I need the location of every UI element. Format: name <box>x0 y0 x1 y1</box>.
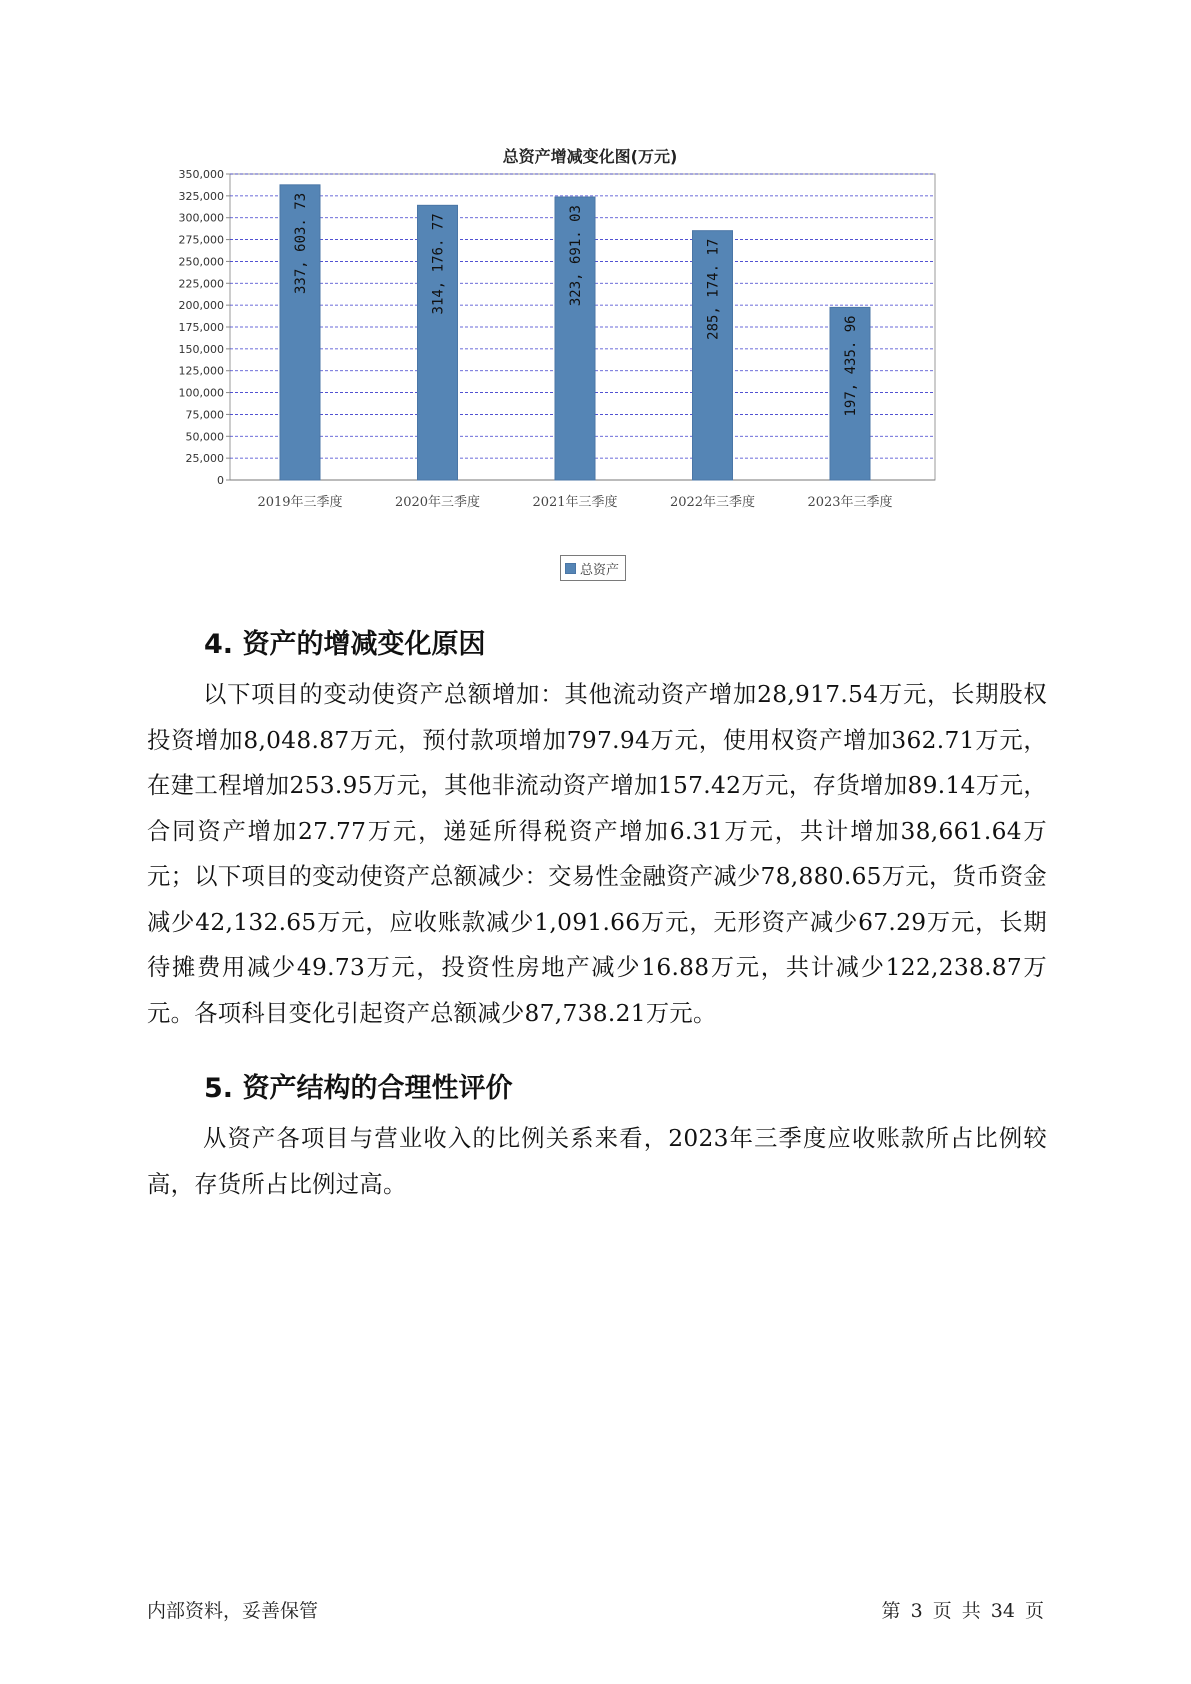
bar-data-label: 337, 603. 73 <box>293 192 309 294</box>
chart-svg <box>160 140 1020 550</box>
bar-data-label: 197, 435. 96 <box>843 315 859 417</box>
bar-data-label: 323, 691. 03 <box>568 205 584 307</box>
footer-confidential-note: 内部资料，妥善保管 <box>147 1600 319 1622</box>
y-tick-label: 0 <box>217 474 224 487</box>
y-tick-label: 50,000 <box>185 430 224 444</box>
chart-title: 总资产增减变化图(万元) <box>502 147 678 166</box>
y-tick-label: 350,000 <box>178 168 224 181</box>
legend-label: 总资产 <box>580 562 620 578</box>
y-tick-label: 250,000 <box>178 255 224 269</box>
y-tick-label: 175,000 <box>178 321 224 334</box>
x-tick-label: 2020年三季度 <box>394 495 481 510</box>
y-tick-label: 100,000 <box>178 386 224 400</box>
legend-swatch <box>565 563 576 574</box>
total-assets-chart <box>160 140 1020 600</box>
bar-data-label: 285, 174. 17 <box>705 238 722 340</box>
footer-page-number: 第 3 页 共 34 页 <box>881 1600 1044 1622</box>
y-tick-label: 200,000 <box>178 299 224 313</box>
bar-data-label: 314, 176. 77 <box>430 213 447 315</box>
y-tick-label: 75,000 <box>185 408 224 422</box>
chart-legend <box>560 555 626 581</box>
paragraph-asset-structure-evaluation: 从资产各项目与营业收入的比例关系来看，2023年三季度应收账款所占比例较高，存货所占比例过高。 <box>147 1125 1047 1198</box>
x-tick-label: 2021年三季度 <box>532 495 618 510</box>
y-tick-label: 300,000 <box>178 211 224 225</box>
y-tick-label: 225,000 <box>178 277 224 291</box>
x-tick-label: 2019年三季度 <box>257 495 343 510</box>
paragraph-asset-change-reasons: 以下项目的变动使资产总额增加：其他流动资产增加28,917.54万元，长期股权投资增加8,048.87万元，预付款项增加797.94万元，使用权资产增加362.71万元，在建工程增加253.95万元，其他非流动资产增加157.42万元，存货增加89.14万元，合同资产增加27.77万元，递延所得税资产增加6.31万元，共计增加38,661.64万元；以下项目的变动使资产总额减少：交易性金融资产减少78,880.65万元，货币资金减少42,132.65万元，应收账款减少1,091.66万元，无形资产减少67.29万元，长期待摊费用减少49.73万元，投资性房地产减少16.88万元，共计减少122,238.87万元。各项科目变化引起资产总额减少87,738.21万元。 <box>147 681 1047 1027</box>
y-tick-label: 150,000 <box>178 342 224 356</box>
y-tick-label: 325,000 <box>178 189 224 203</box>
section-heading-asset-change-reasons: 4. 资产的增减变化原因 <box>204 629 486 660</box>
y-tick-label: 275,000 <box>178 233 224 247</box>
y-tick-label: 125,000 <box>178 364 224 378</box>
x-tick-label: 2023年三季度 <box>807 495 893 510</box>
section-heading-asset-structure-evaluation: 5. 资产结构的合理性评价 <box>204 1073 513 1104</box>
y-tick-label: 25,000 <box>185 452 224 466</box>
x-tick-label: 2022年三季度 <box>669 495 756 510</box>
